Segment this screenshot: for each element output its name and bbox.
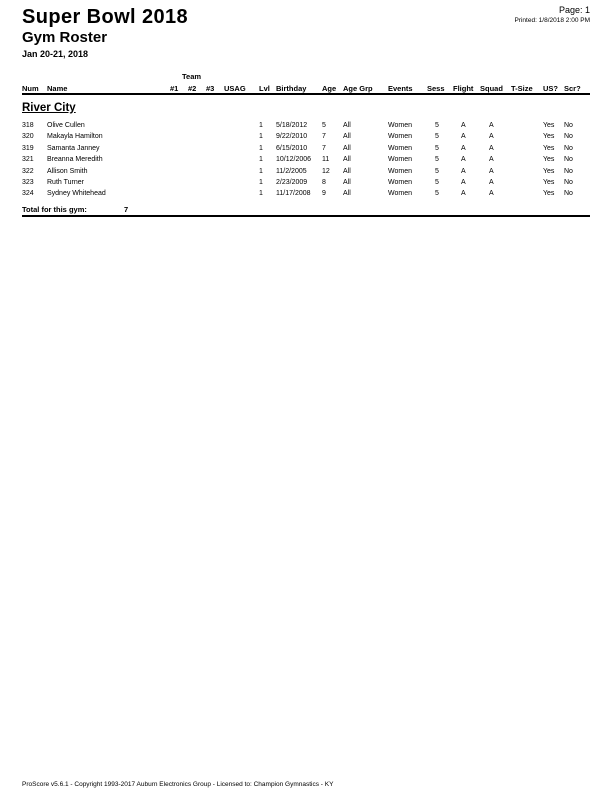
cell-flight: A [461, 190, 466, 198]
cell-squad: A [489, 156, 494, 164]
cell-scr: No [564, 133, 573, 141]
col-age: Age [322, 84, 337, 93]
cell-flight: A [461, 179, 466, 186]
cell-name: Breanna Meredith [47, 156, 103, 164]
cell-num: 320 [22, 133, 34, 141]
page-number: Page: 1 [558, 5, 590, 15]
cell-lvl: 1 [259, 156, 263, 164]
cell-age: 7 [322, 144, 326, 152]
header-divider [22, 93, 590, 95]
cell-sess: 5 [435, 144, 439, 152]
cell-us: Yes [543, 167, 555, 175]
cell-lvl: 1 [259, 133, 263, 141]
cell-lvl: 1 [259, 122, 263, 129]
cell-birthday: 11/2/2005 [276, 167, 307, 175]
cell-sess: 5 [435, 190, 439, 198]
cell-age-grp: All [343, 156, 351, 164]
printed-timestamp: Printed: 1/8/2018 2:00 PM [514, 17, 590, 24]
cell-age-grp: All [343, 122, 351, 129]
cell-events: Women [388, 133, 412, 141]
cell-flight: A [461, 133, 466, 141]
cell-age-grp: All [343, 133, 351, 141]
cell-name: Makayla Hamilton [47, 133, 103, 141]
cell-num: 321 [22, 156, 34, 164]
col-session: Sess [427, 84, 445, 93]
cell-us: Yes [543, 122, 555, 129]
cell-us: Yes [543, 156, 555, 164]
total-divider [22, 215, 590, 217]
cell-squad: A [489, 144, 494, 152]
cell-scr: No [564, 167, 573, 175]
cell-num: 319 [22, 144, 34, 152]
col-usag: USAG [224, 84, 246, 93]
cell-scr: No [564, 144, 573, 152]
cell-sess: 5 [435, 179, 439, 186]
col-team-1: #1 [170, 84, 179, 93]
cell-sess: 5 [435, 122, 439, 129]
col-birthday: Birthday [276, 84, 307, 93]
meet-dates: Jan 20-21, 2018 [22, 49, 89, 59]
cell-squad: A [489, 167, 494, 175]
cell-us: Yes [543, 133, 555, 141]
col-level: Lvl [259, 84, 270, 93]
team-group-header: Team [182, 72, 202, 81]
col-squad: Squad [480, 84, 503, 93]
cell-flight: A [461, 144, 466, 152]
cell-events: Women [388, 156, 412, 164]
cell-birthday: 10/12/2006 [276, 156, 312, 164]
cell-scr: No [564, 179, 573, 186]
cell-name: Samanta Janney [47, 144, 100, 152]
report-title: Super Bowl 2018 [22, 6, 189, 28]
cell-age-grp: All [343, 144, 351, 152]
col-name: Name [47, 84, 68, 93]
cell-squad: A [489, 179, 494, 186]
cell-age: 7 [322, 133, 326, 141]
cell-age-grp: All [343, 167, 351, 175]
col-team-2: #2 [188, 84, 197, 93]
cell-lvl: 1 [259, 190, 263, 198]
cell-us: Yes [543, 144, 555, 152]
cell-lvl: 1 [259, 167, 263, 175]
col-events: Events [388, 84, 413, 93]
cell-age-grp: All [343, 179, 351, 186]
gym-total-value: 7 [124, 205, 129, 214]
cell-flight: A [461, 122, 466, 129]
cell-num: 324 [22, 190, 34, 198]
cell-events: Women [388, 122, 412, 129]
col-age-group: Age Grp [343, 84, 373, 93]
cell-sess: 5 [435, 156, 439, 164]
cell-flight: A [461, 156, 466, 164]
footer-copyright: ProScore v5.6.1 - Copyright 1993-2017 Auburn Electronics Group - Licensed to: Champion Gymnastics - KY [22, 781, 334, 788]
cell-squad: A [489, 122, 494, 129]
cell-sess: 5 [435, 133, 439, 141]
cell-events: Women [388, 167, 412, 175]
col-us: US? [543, 84, 558, 93]
col-num: Num [22, 84, 39, 93]
cell-squad: A [489, 133, 494, 141]
cell-events: Women [388, 144, 412, 152]
cell-squad: A [489, 190, 494, 198]
col-flight: Flight [453, 84, 474, 93]
cell-lvl: 1 [259, 144, 263, 152]
cell-age: 9 [322, 190, 326, 198]
cell-flight: A [461, 167, 466, 175]
cell-name: Olive Cullen [47, 122, 85, 129]
cell-name: Allison Smith [47, 167, 88, 175]
cell-lvl: 1 [259, 179, 263, 186]
cell-birthday: 6/15/2010 [276, 144, 308, 152]
col-scratch: Scr? [564, 84, 581, 93]
cell-age: 12 [322, 167, 330, 175]
cell-name: Sydney Whitehead [47, 190, 106, 198]
cell-birthday: 2/23/2009 [276, 179, 308, 186]
col-team-3: #3 [206, 84, 215, 93]
cell-age-grp: All [343, 190, 351, 198]
cell-us: Yes [543, 190, 555, 198]
cell-events: Women [388, 179, 412, 186]
cell-num: 322 [22, 167, 34, 175]
cell-events: Women [388, 190, 412, 198]
cell-scr: No [564, 122, 573, 129]
report-subtitle: Gym Roster [22, 29, 108, 46]
cell-age: 11 [322, 156, 330, 164]
cell-birthday: 9/22/2010 [276, 133, 308, 141]
cell-name: Ruth Turner [47, 179, 84, 186]
cell-scr: No [564, 156, 573, 164]
cell-num: 318 [22, 122, 34, 129]
gym-total-label: Total for this gym: [22, 205, 87, 214]
cell-scr: No [564, 190, 573, 198]
cell-us: Yes [543, 179, 555, 186]
col-tshirt-size: T-Size [511, 84, 533, 93]
gym-name: River City [22, 102, 76, 114]
cell-age: 8 [322, 179, 326, 186]
cell-sess: 5 [435, 167, 439, 175]
cell-birthday: 11/17/2008 [276, 190, 311, 198]
cell-num: 323 [22, 179, 34, 186]
cell-age: 5 [322, 122, 326, 129]
cell-birthday: 5/18/2012 [276, 122, 308, 129]
